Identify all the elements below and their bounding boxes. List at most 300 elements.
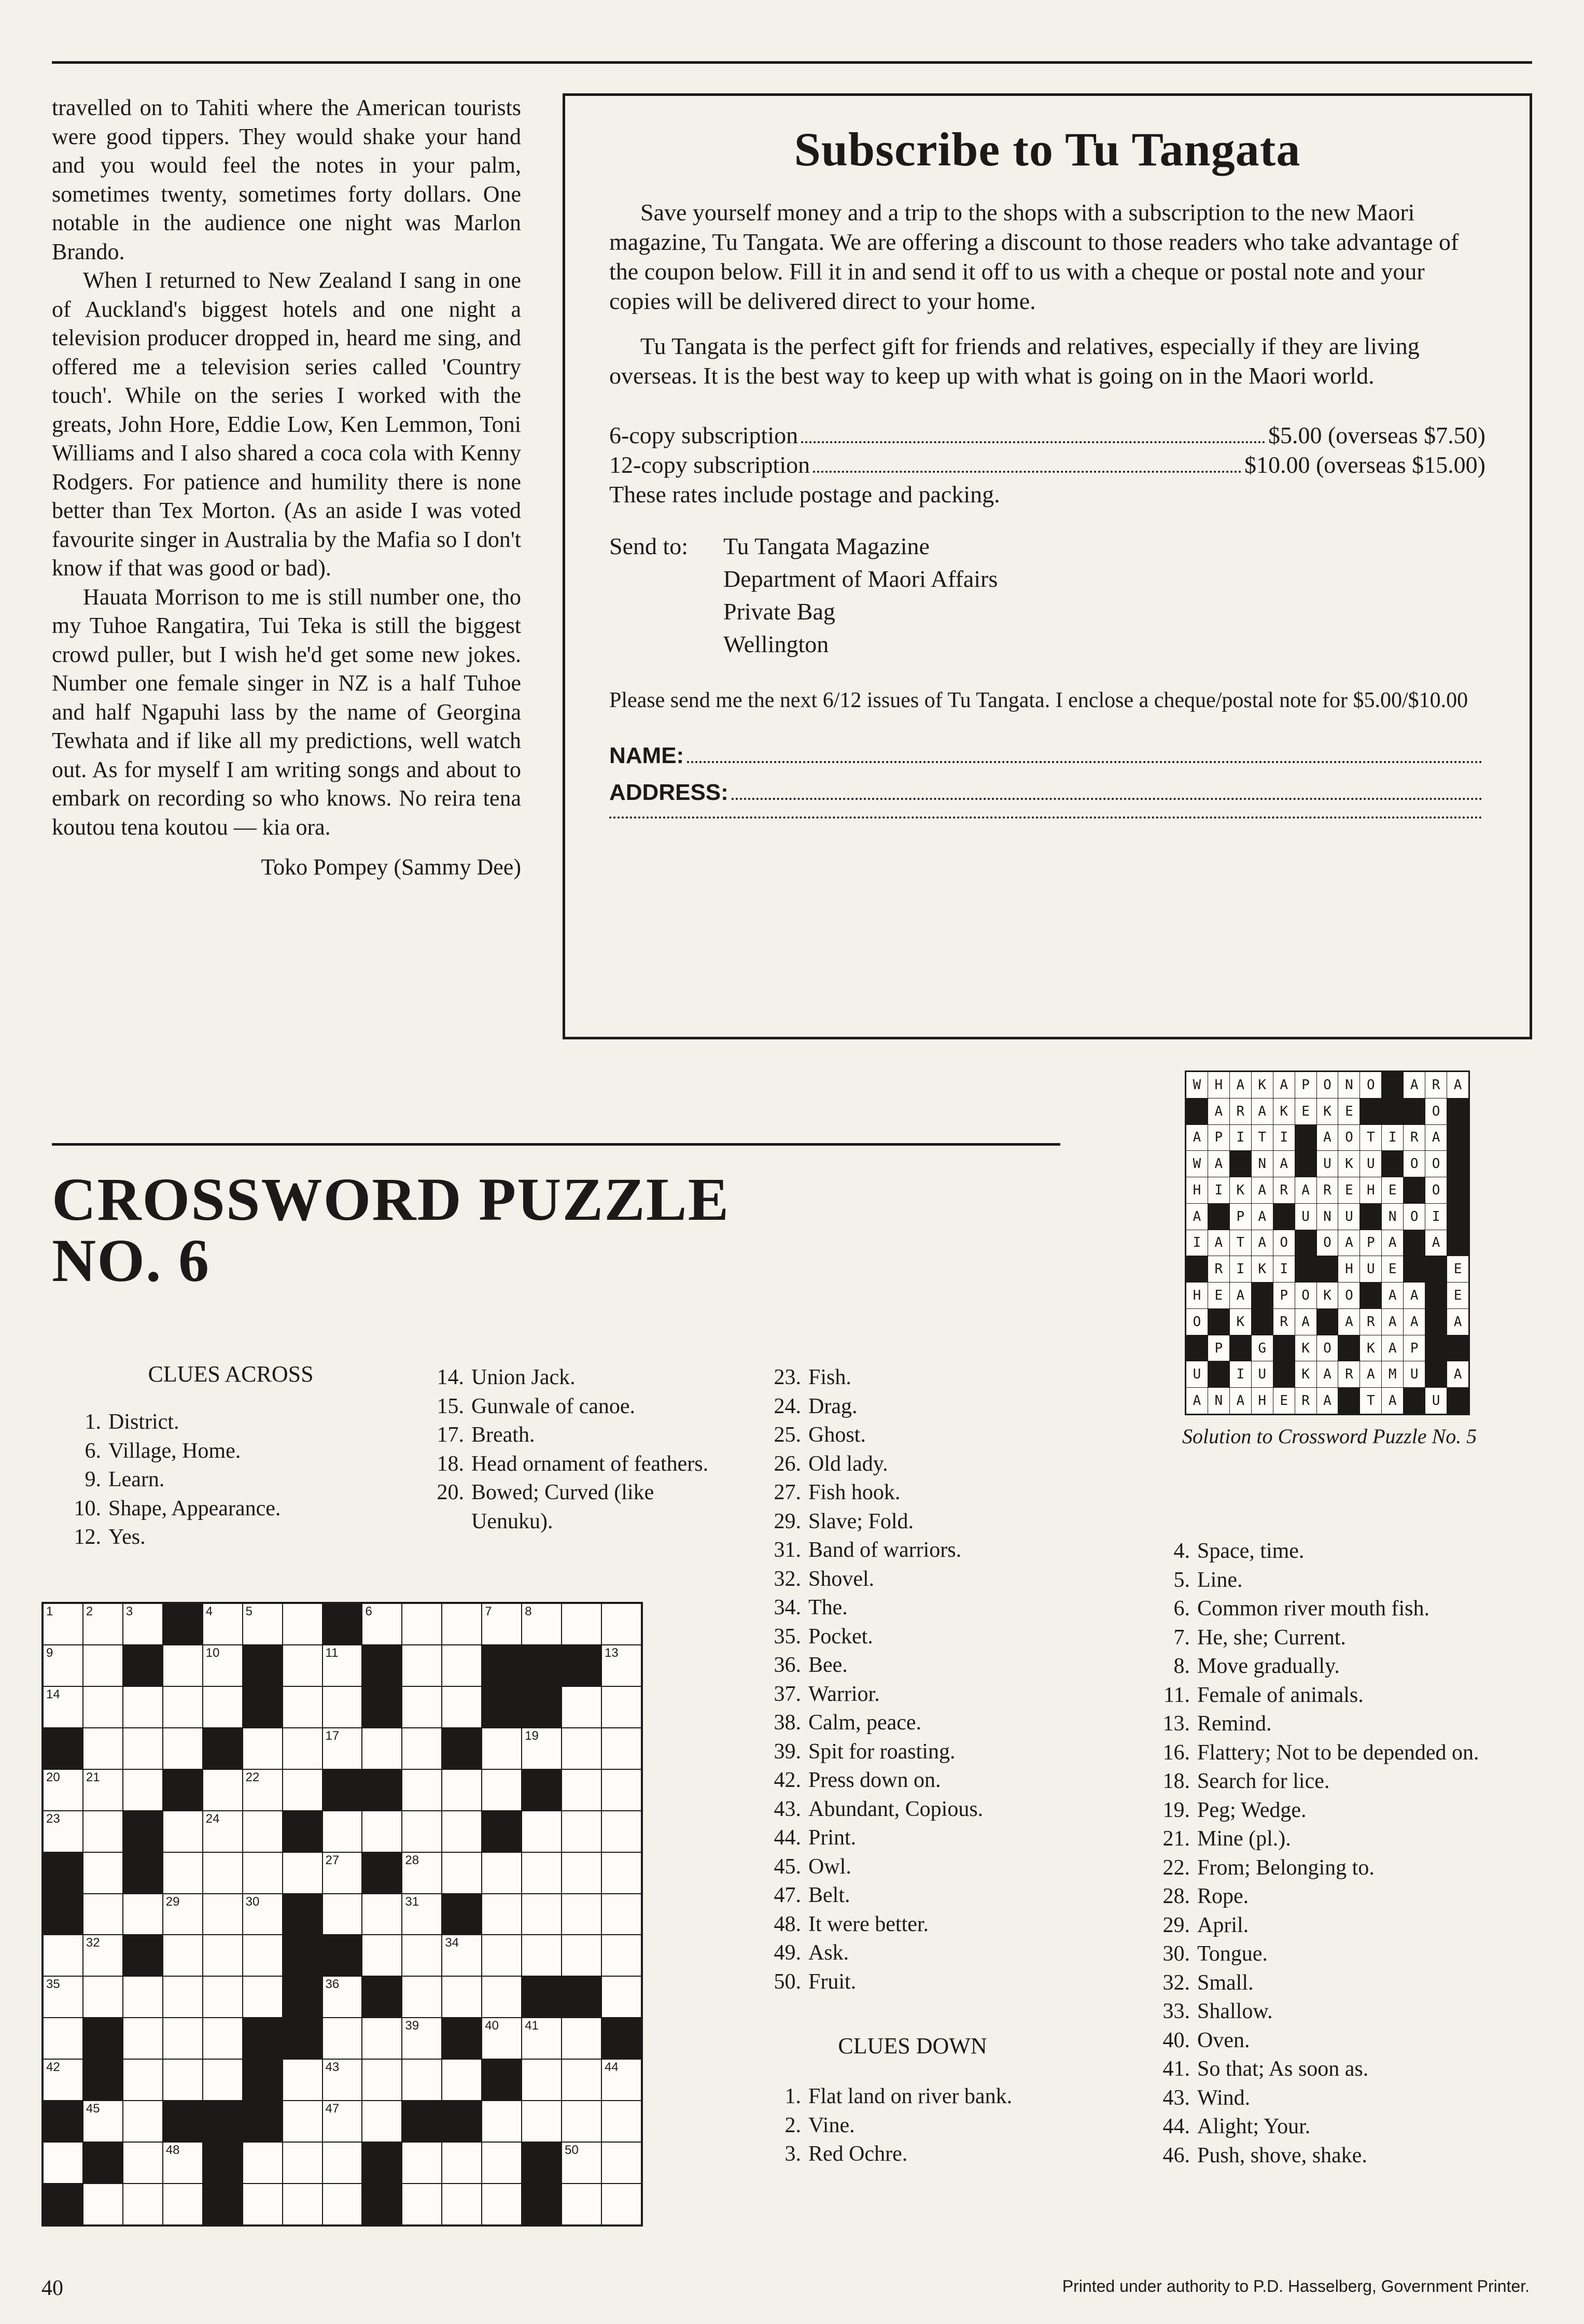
solution-letter: A: [1208, 1230, 1229, 1256]
clue-item: [1141, 1681, 1535, 1710]
grid-cell[interactable]: [283, 1728, 322, 1769]
grid-block: [442, 1728, 481, 1769]
solution-letter: E: [1338, 1177, 1359, 1203]
clue-number: 43.: [1162, 2086, 1190, 2110]
clue-list: [415, 1363, 736, 1536]
grid-cell[interactable]: [602, 1770, 641, 1810]
grid-cell[interactable]: [522, 2018, 561, 2059]
grid-cell[interactable]: [203, 1770, 242, 1810]
name-line[interactable]: [687, 761, 1482, 763]
clue-text: Move gradually.: [1197, 1654, 1340, 1678]
clue-number: 41.: [1162, 2057, 1190, 2081]
solution-letter: A: [1252, 1230, 1273, 1256]
grid-cell[interactable]: [522, 1894, 561, 1935]
grid-cell[interactable]: [83, 1645, 122, 1686]
grid-cell-number: 4: [205, 1604, 213, 1618]
printer-credit: Printed under authority to P.D. Hasselberg, Government Printer.: [1062, 2277, 1530, 2295]
solution-letter: H: [1186, 1283, 1208, 1308]
grid-cell[interactable]: [442, 1811, 481, 1852]
grid-cell[interactable]: [402, 1894, 441, 1935]
grid-cell[interactable]: [402, 1935, 441, 1976]
grid-cell[interactable]: [203, 2018, 242, 2059]
clue-item: [752, 1968, 1073, 1997]
solution-letter: I: [1230, 1256, 1251, 1282]
grid-cell[interactable]: [402, 1604, 441, 1644]
grid-cell[interactable]: [442, 1977, 481, 2017]
subscribe-title: Subscribe to Tu Tangata: [794, 123, 1301, 176]
clue-number: 8.: [1173, 1654, 1190, 1678]
solution-letter: N: [1317, 1204, 1338, 1230]
clue-text: Wind.: [1197, 2086, 1251, 2110]
grid-cell-number: 32: [86, 1936, 100, 1950]
grid-cell[interactable]: [323, 2101, 362, 2142]
grid-block: [44, 2184, 82, 2224]
grid-cell[interactable]: [602, 1687, 641, 1727]
grid-cell[interactable]: [123, 1687, 162, 1727]
grid-cell[interactable]: [323, 1853, 362, 1893]
solution-letter: I: [1230, 1125, 1251, 1151]
grid-cell[interactable]: [323, 1811, 362, 1852]
solution-grid: [1185, 1071, 1470, 1415]
grid-cell[interactable]: [123, 2018, 162, 2059]
grid-cell-number: 11: [325, 1645, 339, 1660]
solution-letter: T: [1360, 1388, 1381, 1414]
grid-cell[interactable]: [402, 2060, 441, 2100]
grid-cell[interactable]: [442, 2143, 481, 2183]
clue-number: 42.: [774, 1768, 801, 1792]
clue-number: 24.: [774, 1394, 801, 1418]
grid-cell[interactable]: [442, 2184, 481, 2224]
grid-cell[interactable]: [44, 2060, 82, 2100]
clue-text: Small.: [1197, 1970, 1254, 1995]
grid-cell[interactable]: [44, 1645, 82, 1686]
grid-block: [44, 1894, 82, 1935]
clues-down-heading: CLUES DOWN: [838, 2033, 987, 2059]
clue-item: [752, 1478, 1073, 1508]
grid-cell[interactable]: [362, 1935, 401, 1976]
grid-cell[interactable]: [562, 1853, 601, 1893]
grid-cell[interactable]: [402, 1728, 441, 1769]
grid-cell[interactable]: [163, 1728, 202, 1769]
grid-cell[interactable]: [83, 1770, 122, 1810]
grid-cell[interactable]: [163, 1894, 202, 1935]
grid-cell[interactable]: [562, 1770, 601, 1810]
grid-cell[interactable]: [562, 1811, 601, 1852]
grid-cell[interactable]: [243, 2143, 282, 2183]
clue-item: [1141, 1710, 1535, 1739]
grid-cell[interactable]: [602, 1811, 641, 1852]
grid-cell[interactable]: [123, 2101, 162, 2142]
clue-item: [1141, 1624, 1535, 1653]
grid-cell[interactable]: [323, 2060, 362, 2100]
grid-cell[interactable]: [562, 1687, 601, 1727]
clue-text: Search for lice.: [1197, 1769, 1330, 1793]
grid-cell[interactable]: [402, 1770, 441, 1810]
grid-cell-number: 22: [245, 1770, 260, 1784]
grid-cell[interactable]: [482, 1770, 521, 1810]
clue-number: 36.: [774, 1653, 801, 1677]
grid-cell[interactable]: [203, 1687, 242, 1727]
grid-cell[interactable]: [562, 1935, 601, 1976]
grid-cell[interactable]: [482, 1977, 521, 2017]
clue-number: 44.: [774, 1826, 801, 1850]
address-line: Department of Maori Affairs: [723, 566, 998, 592]
address-label: ADDRESS:: [609, 780, 728, 805]
grid-cell[interactable]: [243, 1894, 282, 1935]
solution-letter: A: [1338, 1230, 1359, 1256]
clue-number: 25.: [774, 1423, 801, 1447]
grid-cell[interactable]: [602, 1604, 641, 1644]
solution-letter: A: [1208, 1098, 1229, 1124]
grid-cell-number: 40: [485, 2019, 499, 2033]
grid-cell-number: 41: [525, 2019, 539, 2033]
grid-cell[interactable]: [442, 1687, 481, 1727]
grid-cell[interactable]: [83, 1935, 122, 1976]
clue-item: [1141, 1997, 1535, 2026]
grid-cell[interactable]: [482, 1894, 521, 1935]
grid-cell-number: 50: [565, 2143, 579, 2158]
grid-cell[interactable]: [522, 1728, 561, 1769]
grid-cell-number: 10: [205, 1645, 220, 1660]
solution-letter: O: [1404, 1151, 1425, 1177]
grid-cell[interactable]: [522, 1811, 561, 1852]
grid-cell[interactable]: [163, 1811, 202, 1852]
address-line-1[interactable]: [732, 798, 1482, 800]
grid-cell[interactable]: [83, 1728, 122, 1769]
grid-cell[interactable]: [562, 1728, 601, 1769]
grid-cell[interactable]: [602, 1894, 641, 1935]
clue-item: [752, 1709, 1073, 1738]
grid-cell[interactable]: [283, 1604, 322, 1644]
solution-block: [1360, 1204, 1381, 1230]
grid-cell[interactable]: [402, 1977, 441, 2017]
clue-number: 10.: [74, 1496, 101, 1520]
solution-block: [1447, 1098, 1468, 1124]
clue-item: [1141, 1940, 1535, 1969]
grid-cell[interactable]: [123, 1894, 162, 1935]
clue-item: [1141, 1767, 1535, 1796]
grid-block: [243, 1645, 282, 1686]
grid-cell[interactable]: [522, 1935, 561, 1976]
grid-block: [402, 2101, 441, 2142]
grid-cell[interactable]: [163, 2143, 202, 2183]
grid-cell[interactable]: [243, 1604, 282, 1644]
grid-cell[interactable]: [283, 2184, 322, 2224]
grid-cell[interactable]: [562, 2143, 601, 2183]
clue-number: 5.: [1173, 1568, 1190, 1592]
address-field-2[interactable]: [609, 816, 1485, 825]
grid-cell[interactable]: [243, 2184, 282, 2224]
article-paragraph: Hauata Morrison to me is still number one, tho my Tuhoe Rangatira, Tui Teka is still the biggest crowd puller, but I wish he'd get some new jokes. Number one female singer in NZ is a half Tuhoe and half Ngapuhi lass by the name of Georgina Tewhata and if like all my predictions, well watch out. As for myself I am writing songs and about to embark on recording so who knows. No reira tena koutou tena koutou — kia ora.: [52, 584, 521, 840]
solution-letter: A: [1186, 1125, 1208, 1151]
grid-cell[interactable]: [402, 1687, 441, 1727]
grid-cell[interactable]: [243, 1728, 282, 1769]
grid-cell[interactable]: [402, 2184, 441, 2224]
grid-cell[interactable]: [482, 1853, 521, 1893]
solution-letter: A: [1382, 1230, 1403, 1256]
solution-letter: R: [1317, 1177, 1338, 1203]
solution-letter: O: [1404, 1204, 1425, 1230]
clue-text: Bowed; Curved (like Uenuku).: [471, 1481, 654, 1533]
grid-cell[interactable]: [203, 2060, 242, 2100]
grid-cell[interactable]: [163, 1687, 202, 1727]
grid-cell[interactable]: [163, 1935, 202, 1976]
grid-cell[interactable]: [123, 2143, 162, 2183]
grid-cell[interactable]: [83, 1811, 122, 1852]
solution-letter: K: [1317, 1098, 1338, 1124]
grid-cell[interactable]: [203, 1604, 242, 1644]
grid-cell[interactable]: [243, 1770, 282, 1810]
grid-cell[interactable]: [602, 2101, 641, 2142]
grid-cell[interactable]: [323, 1728, 362, 1769]
grid-cell[interactable]: [203, 1645, 242, 1686]
grid-cell[interactable]: [362, 2101, 401, 2142]
grid-cell[interactable]: [562, 1894, 601, 1935]
grid-cell[interactable]: [44, 1811, 82, 1852]
clue-number: 7.: [1173, 1625, 1190, 1650]
grid-cell[interactable]: [283, 1770, 322, 1810]
solution-letter: U: [1360, 1151, 1381, 1177]
grid-cell[interactable]: [283, 2101, 322, 2142]
grid-block: [362, 2184, 401, 2224]
grid-cell[interactable]: [44, 1770, 82, 1810]
grid-cell[interactable]: [123, 2060, 162, 2100]
grid-cell[interactable]: [362, 1811, 401, 1852]
grid-cell[interactable]: [83, 1604, 122, 1644]
clue-item: [415, 1478, 736, 1536]
grid-cell[interactable]: [482, 2143, 521, 2183]
clue-text: Ask.: [808, 1941, 849, 1965]
grid-cell[interactable]: [402, 1853, 441, 1893]
grid-cell[interactable]: [163, 2184, 202, 2224]
grid-cell[interactable]: [163, 2060, 202, 2100]
grid-cell[interactable]: [362, 1728, 401, 1769]
grid-cell[interactable]: [442, 2060, 481, 2100]
solution-letter: R: [1273, 1309, 1295, 1335]
clue-number: 12.: [74, 1525, 101, 1549]
solution-letter: K: [1252, 1072, 1273, 1098]
solution-letter: W: [1186, 1072, 1208, 1098]
grid-cell[interactable]: [83, 2101, 122, 2142]
grid-cell[interactable]: [83, 1894, 122, 1935]
address-field[interactable]: [609, 780, 1485, 806]
clue-text: Flattery; Not to be depended on.: [1197, 1740, 1479, 1765]
send-to-label: Send to:: [609, 533, 689, 559]
grid-cell[interactable]: [562, 2184, 601, 2224]
dot-leader: [801, 441, 1265, 443]
grid-cell-number: 28: [405, 1853, 419, 1867]
grid-cell[interactable]: [243, 1977, 282, 2017]
grid-cell[interactable]: [602, 1977, 641, 2017]
grid-cell[interactable]: [83, 1687, 122, 1727]
grid-cell[interactable]: [323, 1645, 362, 1686]
top-rule: [52, 61, 1532, 64]
grid-block: [522, 2143, 561, 2183]
grid-cell[interactable]: [44, 1935, 82, 1976]
clue-item: [1141, 2112, 1535, 2142]
solution-letter: O: [1317, 1335, 1338, 1361]
grid-cell[interactable]: [562, 2101, 601, 2142]
grid-cell[interactable]: [44, 1687, 82, 1727]
grid-cell[interactable]: [522, 2060, 561, 2100]
clue-text: Press down on.: [808, 1768, 941, 1792]
grid-block: [602, 2018, 641, 2059]
grid-cell[interactable]: [323, 2184, 362, 2224]
grid-cell[interactable]: [482, 2018, 521, 2059]
clue-number: 31.: [774, 1538, 801, 1562]
grid-cell-number: 21: [86, 1770, 100, 1784]
grid-cell[interactable]: [323, 2143, 362, 2183]
grid-cell[interactable]: [602, 1645, 641, 1686]
grid-cell[interactable]: [323, 1977, 362, 2017]
clue-text: Tongue.: [1197, 1942, 1268, 1966]
solution-block: [1295, 1151, 1316, 1177]
grid-cell[interactable]: [163, 1853, 202, 1893]
clue-text: Mine (pl.).: [1197, 1827, 1291, 1851]
solution-letter: T: [1360, 1125, 1381, 1151]
address-line-2[interactable]: [609, 816, 1482, 819]
grid-cell[interactable]: [402, 1645, 441, 1686]
name-label: NAME:: [609, 743, 684, 768]
solution-block: [1273, 1335, 1295, 1361]
solution-letter: I: [1382, 1125, 1403, 1151]
grid-cell[interactable]: [203, 1894, 242, 1935]
clue-number: 20.: [437, 1481, 464, 1504]
grid-cell[interactable]: [602, 1935, 641, 1976]
grid-cell[interactable]: [323, 2018, 362, 2059]
grid-cell[interactable]: [44, 1604, 82, 1644]
grid-cell[interactable]: [203, 1935, 242, 1976]
solution-block: [1208, 1309, 1229, 1335]
grid-cell-number: 47: [325, 2102, 340, 2116]
address-line: Private Bag: [723, 598, 835, 625]
clue-item: [752, 1881, 1073, 1910]
grid-cell[interactable]: [602, 1728, 641, 1769]
grid-cell[interactable]: [163, 1645, 202, 1686]
clue-item: [1141, 1652, 1535, 1681]
grid-block: [562, 1977, 601, 2017]
solution-block: [1295, 1256, 1316, 1282]
grid-cell[interactable]: [562, 2018, 601, 2059]
grid-cell[interactable]: [362, 2018, 401, 2059]
clues-col-3: [752, 1363, 1073, 2169]
grid-cell[interactable]: [44, 2143, 82, 2183]
grid-cell[interactable]: [243, 1811, 282, 1852]
grid-cell[interactable]: [44, 2018, 82, 2059]
grid-cell[interactable]: [83, 2184, 122, 2224]
clue-text: Old lady.: [808, 1452, 888, 1476]
grid-cell[interactable]: [123, 1977, 162, 2017]
clue-number: 40.: [1162, 2028, 1190, 2052]
grid-block: [163, 2101, 202, 2142]
crossword-grid[interactable]: [41, 1602, 643, 2227]
grid-cell[interactable]: [442, 1853, 481, 1893]
grid-cell[interactable]: [482, 2184, 521, 2224]
grid-cell[interactable]: [402, 1811, 441, 1852]
clue-text: The.: [808, 1596, 848, 1619]
grid-cell[interactable]: [362, 2060, 401, 2100]
grid-cell[interactable]: [203, 1977, 242, 2017]
grid-cell[interactable]: [203, 1853, 242, 1893]
grid-cell[interactable]: [402, 2143, 441, 2183]
grid-cell[interactable]: [442, 1645, 481, 1686]
grid-cell[interactable]: [522, 1604, 561, 1644]
grid-cell[interactable]: [522, 1853, 561, 1893]
solution-letter: A: [1447, 1361, 1468, 1387]
solution-block: [1186, 1256, 1208, 1282]
name-field[interactable]: [609, 743, 1485, 769]
grid-cell[interactable]: [362, 1604, 401, 1644]
grid-cell[interactable]: [323, 1687, 362, 1727]
solution-letter: O: [1186, 1309, 1208, 1335]
grid-cell[interactable]: [83, 1853, 122, 1893]
grid-cell[interactable]: [442, 1604, 481, 1644]
grid-cell[interactable]: [163, 1977, 202, 2017]
grid-cell[interactable]: [562, 2060, 601, 2100]
grid-cell[interactable]: [283, 1853, 322, 1893]
clue-item: [415, 1363, 736, 1392]
grid-cell[interactable]: [283, 2143, 322, 2183]
clues-across-heading: CLUES ACROSS: [148, 1361, 314, 1387]
grid-cell[interactable]: [163, 2018, 202, 2059]
grid-cell[interactable]: [362, 1894, 401, 1935]
solution-letter: O: [1295, 1283, 1316, 1308]
grid-cell[interactable]: [482, 1604, 521, 1644]
grid-cell[interactable]: [602, 2143, 641, 2183]
solution-letter: A: [1382, 1283, 1403, 1308]
grid-cell[interactable]: [283, 2060, 322, 2100]
grid-cell[interactable]: [442, 1935, 481, 1976]
grid-cell[interactable]: [482, 2101, 521, 2142]
grid-cell[interactable]: [602, 1853, 641, 1893]
grid-cell[interactable]: [243, 1935, 282, 1976]
grid-cell[interactable]: [123, 1770, 162, 1810]
grid-cell[interactable]: [123, 1604, 162, 1644]
grid-cell-number: 39: [405, 2019, 419, 2033]
grid-cell[interactable]: [123, 1728, 162, 1769]
grid-cell[interactable]: [243, 1853, 282, 1893]
grid-cell[interactable]: [283, 1645, 322, 1686]
grid-cell[interactable]: [44, 1977, 82, 2017]
crossword-title: [52, 1165, 778, 1294]
grid-cell[interactable]: [522, 2101, 561, 2142]
solution-letter: U: [1404, 1361, 1425, 1387]
solution-letter: A: [1404, 1283, 1425, 1308]
grid-cell[interactable]: [123, 2184, 162, 2224]
grid-block: [203, 2184, 242, 2224]
rate-label: 6-copy subscription: [609, 422, 798, 448]
subscribe-box: [563, 93, 1532, 1039]
grid-cell[interactable]: [83, 1977, 122, 2017]
grid-cell[interactable]: [482, 1935, 521, 1976]
grid-cell-number: 9: [46, 1645, 53, 1660]
grid-cell[interactable]: [482, 1728, 521, 1769]
grid-cell[interactable]: [203, 1811, 242, 1852]
clue-text: Push, shove, shake.: [1197, 2143, 1367, 2167]
grid-cell[interactable]: [442, 1770, 481, 1810]
solution-letter: H: [1252, 1388, 1273, 1414]
solution-letter: R: [1360, 1309, 1381, 1335]
grid-cell[interactable]: [323, 1894, 362, 1935]
grid-cell[interactable]: [602, 2184, 641, 2224]
clue-item: [752, 2140, 1073, 2169]
grid-cell[interactable]: [602, 2060, 641, 2100]
grid-cell[interactable]: [283, 1687, 322, 1727]
grid-cell-number: 30: [245, 1894, 260, 1909]
solution-letter: A: [1273, 1072, 1295, 1098]
grid-cell[interactable]: [562, 1604, 601, 1644]
grid-cell[interactable]: [402, 2018, 441, 2059]
